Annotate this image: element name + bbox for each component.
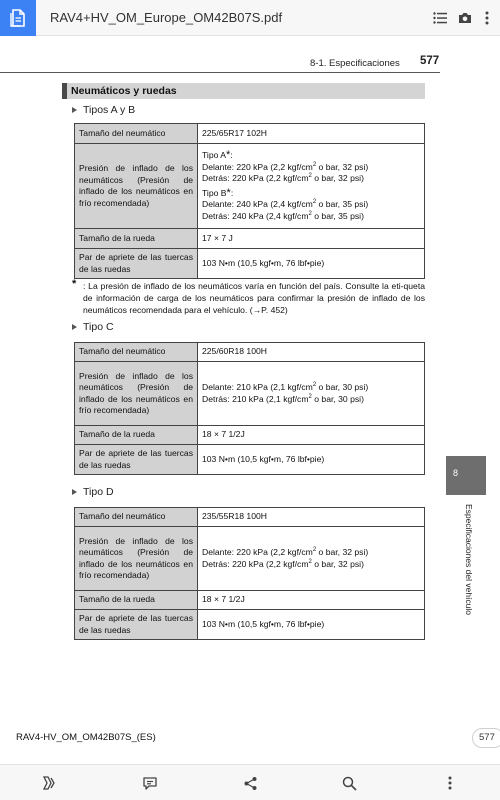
table-row — [75, 610, 425, 640]
section-title: Neumáticos y ruedas — [62, 83, 425, 99]
pressure-front: Delante: 220 kPa (2,2 kgf/cm — [202, 547, 313, 557]
document-icon[interactable] — [0, 0, 36, 36]
footnote-marker: * — [72, 278, 77, 290]
superscript: 2 — [312, 199, 317, 206]
table-row — [75, 445, 425, 475]
page-section-header: 8-1. Especificaciones — [310, 58, 400, 69]
table-row — [75, 362, 425, 426]
comment-icon[interactable] — [141, 774, 159, 792]
reading-mode-icon[interactable] — [40, 774, 58, 792]
subheading-type-d — [72, 486, 114, 498]
value-cell: Tipo A*: Delante: 220 kPa (2,2 kgf/$cm^2$ o bar, 32 psi) Detrás: 220 kPa (2,2 kgf/$cm^2$ o bar, 32 psi) Tipo B*: Delante: 240 kPa (2,4 kgf/$cm^2$ o bar, 35 psi) Detrás: 240 kPa (2,4 kgf/$cm^2$ o bar, 35 psi) — [198, 144, 425, 229]
table-row — [75, 343, 425, 362]
label-cell: Tamaño del neumático — [75, 508, 198, 527]
triangle-bullet-icon — [72, 324, 77, 330]
type-label: Tipo B — [202, 187, 227, 198]
value-cell: 103 N•m (10,5 kgf•m, 76 lbf•pie) — [198, 445, 425, 475]
label-cell: Tamaño del neumático — [75, 124, 198, 144]
superscript: 2 — [308, 210, 312, 217]
footnote-text: : La presión de inflado de los neumáticos varía en función del país. Consulte la eti-queta de información de carga de los neumáticos para confirmar la presión de inflado de los neumáticos recomendada para el vehículo. (→P. 452) — [83, 281, 425, 315]
label-cell: Par de apriete de las tuercas de las ruedas — [75, 610, 198, 640]
chapter-tab[interactable]: 8 — [446, 456, 486, 495]
value-cell: 18 × 7 1/2J — [198, 426, 425, 445]
value-cell: 225/65R17 102H — [198, 124, 425, 144]
type-label: Tipo A — [202, 150, 227, 160]
footnote — [72, 280, 425, 316]
spec-table-d — [74, 507, 425, 640]
pressure-rear-end: o bar, 35 psi) — [311, 210, 364, 221]
table-row — [75, 508, 425, 527]
label-cell: Presión de inflado de los neumáticos (Presión de inflado de los neumáticos en frío recomendada) — [75, 144, 198, 229]
bottom-toolbar — [0, 764, 500, 800]
table-row — [75, 591, 425, 610]
more-vertical-icon[interactable] — [478, 9, 496, 27]
pressure-rear-end: o bar, 32 psi) — [311, 558, 364, 569]
table-row — [75, 144, 425, 229]
value-cell — [198, 362, 425, 426]
spec-table-ab — [74, 123, 425, 279]
pdf-page — [0, 36, 500, 764]
pressure-front-end: o bar, 35 psi) — [316, 199, 369, 209]
value-cell: 235/55R18 100H — [198, 508, 425, 527]
label-cell: Par de apriete de las tuercas de las ruedas — [75, 445, 198, 475]
pressure-rear: Detrás: 210 kPa (2,1 kgf/cm — [202, 393, 309, 404]
value-cell: 18 × 7 1/2J — [198, 591, 425, 610]
pressure-rear: Detrás: 240 kPa (2,4 kgf/cm — [202, 210, 309, 221]
superscript: 2 — [308, 393, 312, 400]
table-row — [75, 229, 425, 249]
superscript: 2 — [308, 558, 312, 565]
table-row — [75, 249, 425, 279]
superscript: 2 — [312, 161, 317, 168]
chapter-tab-label — [462, 504, 474, 654]
triangle-bullet-icon — [72, 489, 77, 495]
document-id: RAV4-HV_OM_OM42B07S_(ES) — [16, 732, 156, 743]
superscript: 2 — [308, 173, 312, 180]
value-cell — [198, 527, 425, 591]
spec-table-c — [74, 342, 425, 475]
superscript: 2 — [312, 382, 317, 389]
pressure-front-end: o bar, 30 psi) — [316, 382, 369, 392]
table-row — [75, 124, 425, 144]
table-row — [75, 527, 425, 591]
value-cell: 103 N•m (10,5 kgf•m, 76 lbf•pie) — [198, 249, 425, 279]
pressure-front: Delante: 220 kPa (2,2 kgf/cm — [202, 161, 313, 172]
pressure-rear-end: o bar, 30 psi) — [311, 393, 364, 404]
app-toolbar — [0, 0, 500, 36]
pressure-rear: Detrás: 220 kPa (2,2 kgf/cm — [202, 173, 309, 183]
subheading-label: Tipo D — [83, 486, 114, 498]
pressure-front: Delante: 210 kPa (2,1 kgf/cm — [202, 382, 313, 392]
page-indicator[interactable]: 577 — [472, 728, 500, 748]
file-title: RAV4+HV_OM_Europe_OM42B07S.pdf — [50, 10, 283, 25]
asterisk: * — [226, 186, 231, 199]
triangle-bullet-icon — [72, 107, 77, 113]
label-cell: Presión de inflado de los neumáticos (Presión de inflado de los neumáticos en frío recomendada) — [75, 362, 198, 426]
search-icon[interactable] — [340, 774, 358, 792]
chapter-tab-text: Especificaciones del vehículo — [464, 504, 474, 616]
label-cell: Tamaño del neumático — [75, 343, 198, 362]
table-row — [75, 426, 425, 445]
label-cell: Tamaño de la rueda — [75, 426, 198, 445]
subheading-types-a-b — [72, 104, 135, 116]
subheading-label: Tipo C — [83, 321, 114, 333]
subheading-label: Tipos A y B — [83, 104, 136, 116]
value-cell: 225/60R18 100H — [198, 343, 425, 362]
pressure-front-end: o bar, 32 psi) — [316, 161, 369, 172]
value-cell: 103 N•m (10,5 kgf•m, 76 lbf•pie) — [198, 610, 425, 640]
share-icon[interactable] — [241, 774, 259, 792]
label-cell: Tamaño de la rueda — [75, 591, 198, 610]
list-icon[interactable] — [431, 9, 449, 27]
pressure-front: Delante: 240 kPa (2,4 kgf/cm — [202, 199, 313, 209]
value-cell: 17 × 7 J — [198, 229, 425, 249]
pressure-front-end: o bar, 32 psi) — [316, 547, 369, 557]
more-vertical-icon[interactable] — [441, 774, 459, 792]
camera-icon[interactable] — [456, 9, 474, 27]
superscript: 2 — [312, 547, 317, 554]
label-cell: Par de apriete de las tuercas de las ruedas — [75, 249, 198, 279]
label-cell: Presión de inflado de los neumáticos (Presión de inflado de los neumáticos en frío recomendada) — [75, 527, 198, 591]
page-number-top: 577 — [420, 55, 440, 67]
pressure-rear-end: o bar, 32 psi) — [311, 173, 364, 183]
asterisk: * — [226, 149, 231, 161]
subheading-type-c — [72, 321, 114, 333]
pressure-rear: Detrás: 220 kPa (2,2 kgf/cm — [202, 558, 309, 569]
header-rule — [0, 72, 440, 73]
label-cell: Tamaño de la rueda — [75, 229, 198, 249]
